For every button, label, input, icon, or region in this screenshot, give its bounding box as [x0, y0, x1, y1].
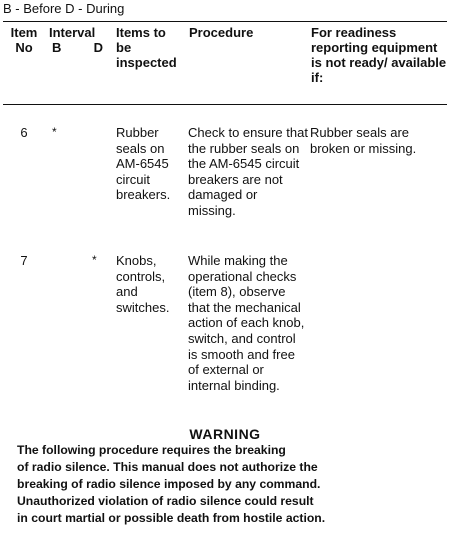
warning-line: Unauthorized violation of radio silence could result	[17, 494, 314, 508]
header-readiness: For readiness reporting equipment is not ready/ available if:	[311, 25, 447, 85]
row-item-no: 7	[20, 253, 28, 268]
header-interval	[49, 25, 109, 55]
header-items-to-be-inspected: Items to be inspected	[116, 25, 177, 70]
warning-line: of radio silence. This manual does not authorize the	[17, 460, 318, 474]
header-interval-d: D	[93, 40, 103, 55]
top-rule	[3, 21, 447, 22]
row-readiness: Rubber seals are broken or missing.	[310, 125, 417, 156]
row-items-inspected: Rubber seals on AM-6545 circuit breakers.	[116, 125, 171, 203]
row-procedure: Check to ensure that the rubber seals on the AM-6545 circuit breakers are not damaged or missing.	[188, 125, 308, 218]
header-interval-label: Interval	[49, 25, 96, 40]
warning-text	[17, 442, 447, 527]
row-item-no: 6	[20, 125, 28, 140]
warning-title: WARNING	[189, 426, 261, 442]
interval-legend: B - Before D - During	[3, 1, 125, 16]
header-item-no: Item No	[10, 25, 38, 55]
warning-line: breaking of radio silence imposed by any command.	[17, 477, 321, 491]
warning-line: The following procedure requires the breaking	[17, 443, 286, 457]
row-interval-b-mark: *	[52, 125, 57, 139]
header-interval-b: B	[52, 40, 62, 55]
row-interval-d-mark: *	[92, 253, 97, 267]
row-procedure: While making the operational checks (item 8), observe that the mechanical action of each knob, switch, and control is smooth and free of external or internal binding.	[188, 253, 305, 393]
header-rule	[3, 104, 447, 105]
warning-line: in court martial or possible death from hostile action.	[17, 511, 326, 525]
header-procedure: Procedure	[189, 25, 254, 40]
row-items-inspected: Knobs, controls, and switches.	[116, 253, 170, 315]
